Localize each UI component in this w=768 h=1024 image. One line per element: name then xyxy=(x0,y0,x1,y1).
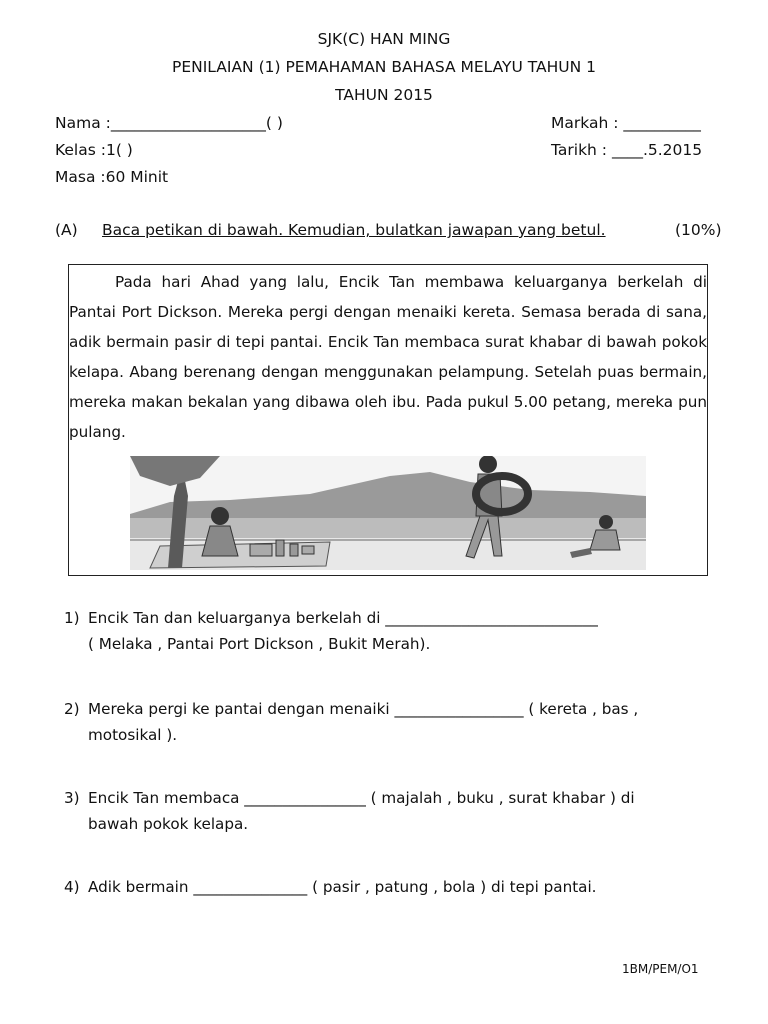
question-1 xyxy=(64,605,724,657)
question-text: Adik bermain _______________ ( pasir , patung , bola ) di tepi pantai. xyxy=(88,878,597,896)
question-2 xyxy=(64,696,724,748)
question-number: 2) xyxy=(64,700,80,718)
question-options: bawah pokok kelapa. xyxy=(88,815,249,833)
masa-field: Masa :60 Minit xyxy=(55,168,169,186)
bottle xyxy=(290,544,298,556)
question-text: Mereka pergi ke pantai dengan menaiki _________________ ( kereta , bas , xyxy=(88,700,639,718)
nama-field: Nama :____________________( ) xyxy=(55,114,283,132)
exam-year: TAHUN 2015 xyxy=(335,86,433,104)
kelas-field: Kelas :1( ) xyxy=(55,141,133,159)
passage-body: Pada hari Ahad yang lalu, Encik Tan membawa keluarganya berkelah di Pantai Port Dickson. Mereka pergi dengan menaiki kereta. Semasa berada di sana, adik bermain pasir di tepi pantai. Encik Tan membaca surat khabar di bawah pokok kelapa. Abang berenang dengan menggunakan pelampung. Setelah puas bermain, mereka makan bekalan yang dibawa oleh ibu. Pada pukul 5.00 petang, mereka pun pulang. xyxy=(69,273,707,441)
passage-text xyxy=(69,267,707,447)
footer-code: 1BM/PEM/O1 xyxy=(622,962,699,976)
bottle xyxy=(276,540,284,556)
section-instruction: Baca petikan di bawah. Kemudian, bulatkan jawapan yang betul. xyxy=(102,221,606,239)
question-text: Encik Tan membaca ________________ ( majalah , buku , surat khabar ) di xyxy=(88,789,635,807)
question-3 xyxy=(64,785,724,837)
exam-title: PENILAIAN (1) PEMAHAMAN BAHASA MELAYU TAHUN 1 xyxy=(171,58,597,76)
tarikh-field: Tarikh : ____.5.2015 xyxy=(551,141,703,159)
question-options: ( Melaka , Pantai Port Dickson , Bukit Merah). xyxy=(88,635,431,653)
question-text: Encik Tan dan keluarganya berkelah di ____________________________ xyxy=(88,609,598,627)
school-name: SJK(C) HAN MING xyxy=(317,30,451,48)
question-number: 4) xyxy=(64,878,80,896)
question-number: 3) xyxy=(64,789,80,807)
beach-illustration xyxy=(130,456,646,570)
markah-field: Markah : __________ xyxy=(551,114,701,132)
question-4 xyxy=(64,874,724,900)
child-head xyxy=(599,515,613,529)
section-label: (A) xyxy=(55,221,78,239)
mother-head xyxy=(211,507,229,525)
food-container xyxy=(302,546,314,554)
question-options: motosikal ). xyxy=(88,726,178,744)
question-number: 1) xyxy=(64,609,80,627)
section-marks: (10%) xyxy=(675,221,722,239)
food-basket xyxy=(250,544,272,556)
